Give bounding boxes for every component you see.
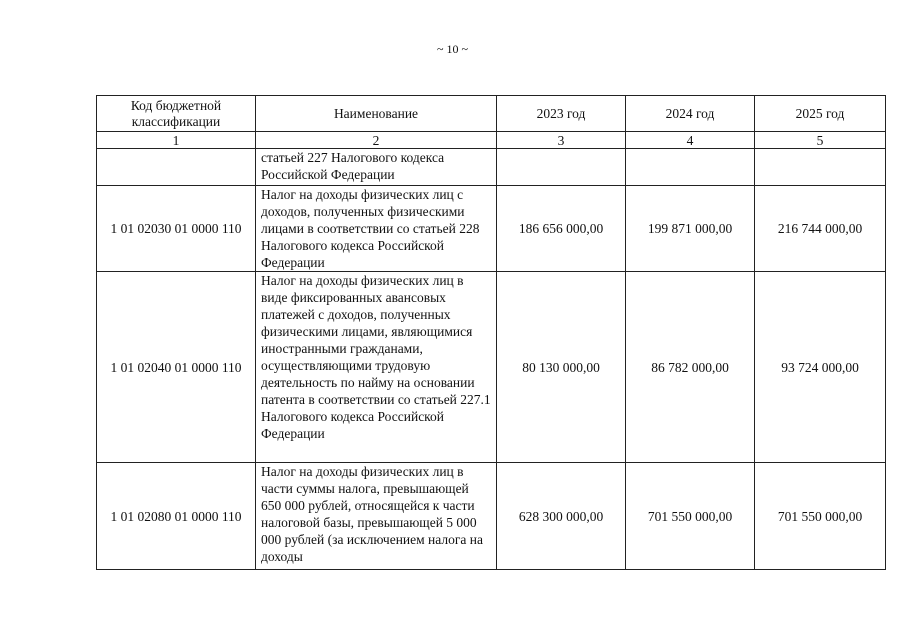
row-amount-2023: 628 300 000,00 — [497, 463, 626, 570]
row-amount-2024: 86 782 000,00 — [626, 272, 755, 463]
header-2023: 2023 год — [497, 96, 626, 132]
header-2025: 2025 год — [755, 96, 886, 132]
page-number: ~ 10 ~ — [437, 42, 468, 56]
column-number: 3 — [497, 132, 626, 149]
header-2024: 2024 год — [626, 96, 755, 132]
column-number: 2 — [256, 132, 497, 149]
row-name: Налог на доходы физических лиц в части суммы налога, превышающей 650 000 рублей, относящейся к части налоговой базы, превышающей 5 000 000 рублей (за исключением налога на доходы — [256, 463, 497, 570]
column-number: 4 — [626, 132, 755, 149]
table-row — [97, 149, 886, 186]
row-amount-2023 — [497, 149, 626, 186]
row-amount-2023: 186 656 000,00 — [497, 186, 626, 272]
row-amount-2025: 216 744 000,00 — [755, 186, 886, 272]
column-number-row — [97, 132, 886, 149]
row-amount-2024: 701 550 000,00 — [626, 463, 755, 570]
table-row — [97, 272, 886, 463]
budget-table — [96, 95, 886, 570]
row-amount-2024 — [626, 149, 755, 186]
table-row — [97, 186, 886, 272]
row-amount-2023: 80 130 000,00 — [497, 272, 626, 463]
header-row — [97, 96, 886, 132]
row-code: 1 01 02080 01 0000 110 — [97, 463, 256, 570]
row-name: статьей 227 Налогового кодекса Российской Федерации — [256, 149, 497, 186]
column-number: 5 — [755, 132, 886, 149]
row-code: 1 01 02030 01 0000 110 — [97, 186, 256, 272]
row-code: 1 01 02040 01 0000 110 — [97, 272, 256, 463]
row-amount-2024: 199 871 000,00 — [626, 186, 755, 272]
row-amount-2025 — [755, 149, 886, 186]
row-code — [97, 149, 256, 186]
table-row — [97, 463, 886, 570]
row-amount-2025: 701 550 000,00 — [755, 463, 886, 570]
column-number: 1 — [97, 132, 256, 149]
row-name: Налог на доходы физических лиц с доходов, полученных физическими лицами в соответствии со статьей 228 Налогового кодекса Российской Федерации — [256, 186, 497, 272]
header-code: Код бюджетной классификации — [97, 96, 256, 132]
row-amount-2025: 93 724 000,00 — [755, 272, 886, 463]
row-name: Налог на доходы физических лиц в виде фиксированных авансовых платежей с доходов, полученных физическими лицами, являющимися иностранными гражданами, осуществляющими трудовую деятельность по найму на основании патента в соответствии со статьей 227.1 Налогового кодекса Российской Федерации — [256, 272, 497, 463]
header-name: Наименование — [256, 96, 497, 132]
